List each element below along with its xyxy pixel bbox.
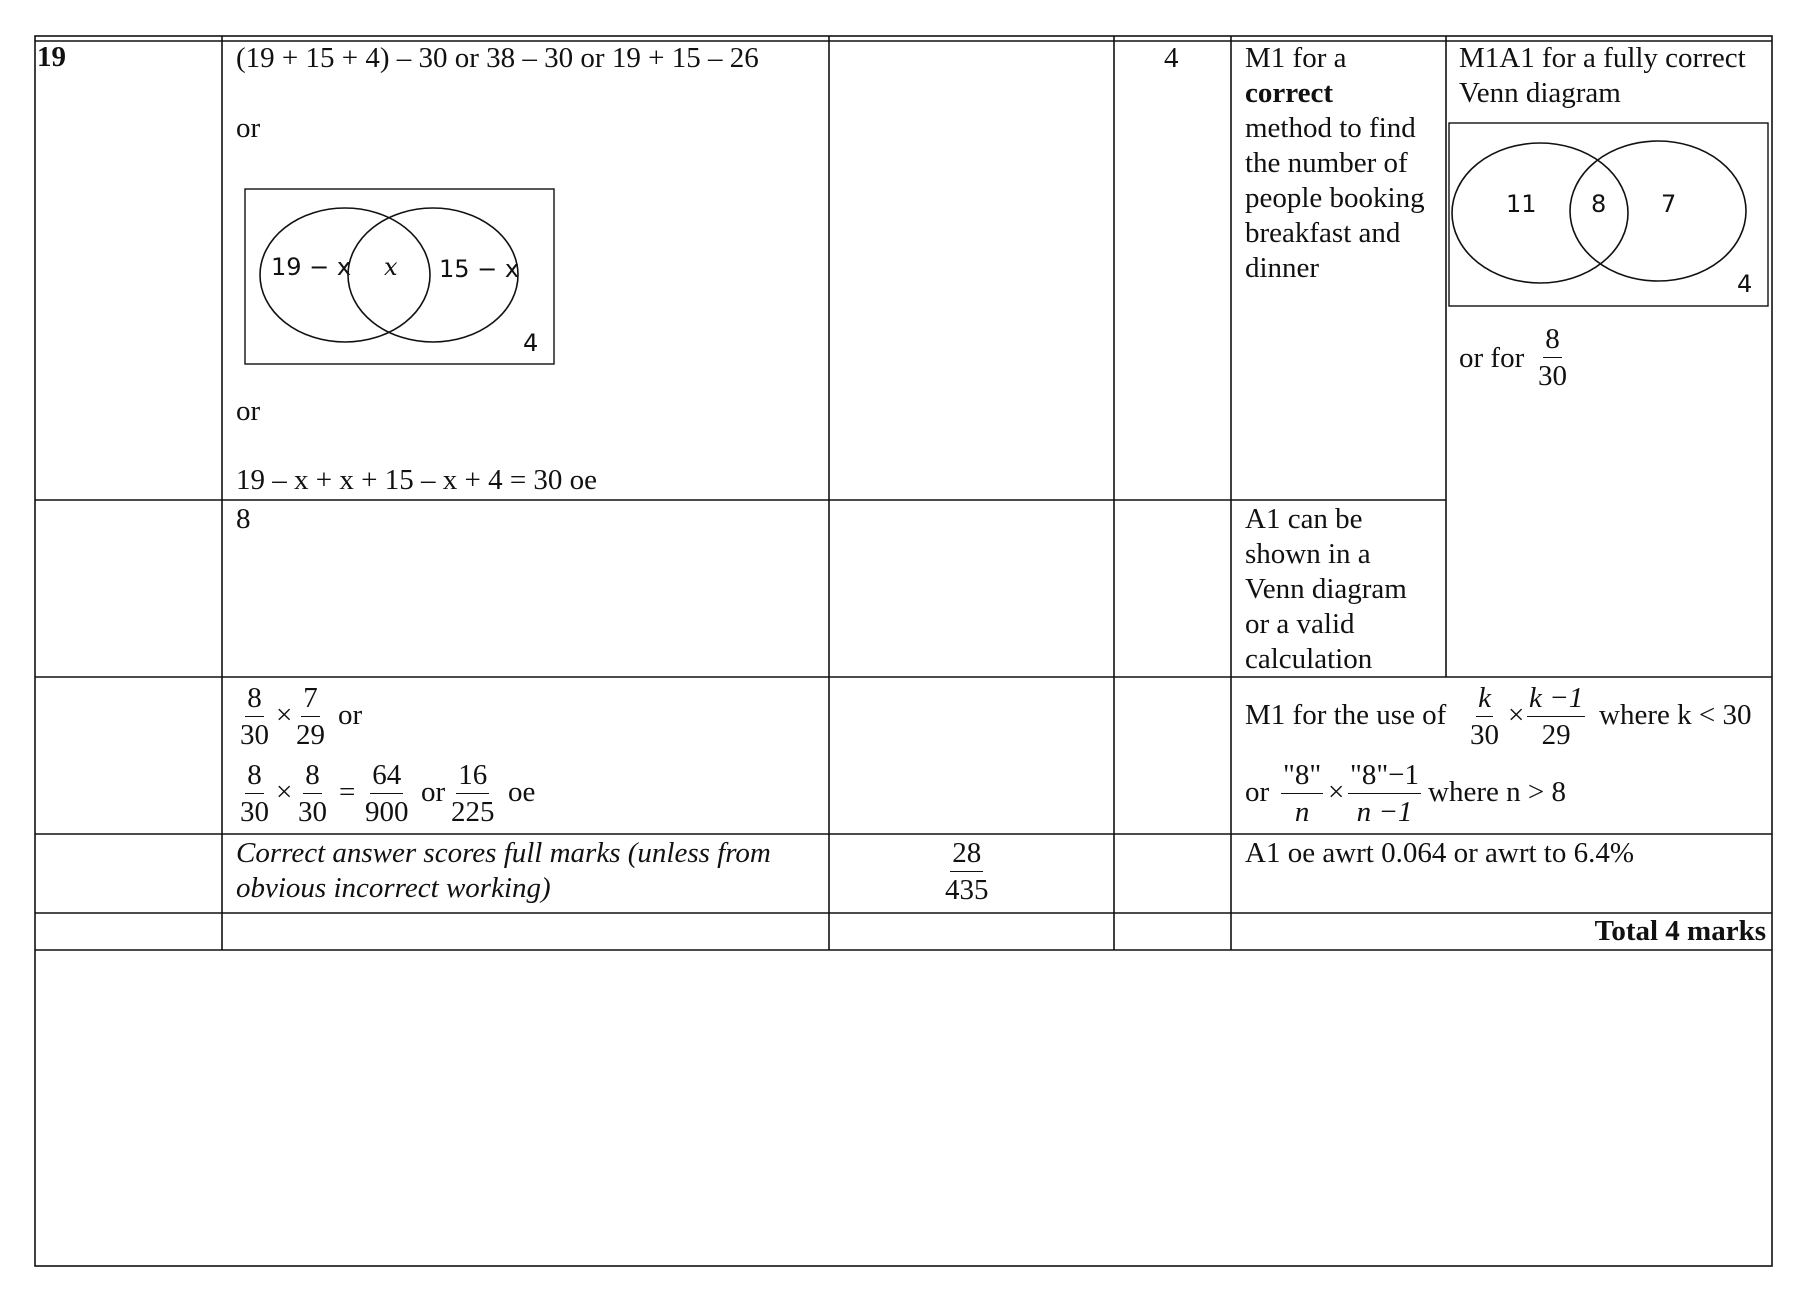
a1-note: A1 can be shown in a Venn diagram or a valid calculation: [1245, 503, 1407, 675]
fraction-16-225: $\frac{16}{225}$: [451, 759, 495, 828]
fraction-8-1-over-n-1: $\frac{"8"-1}{n -1}$: [1350, 759, 1420, 828]
fraction-8-30-a: $\frac{8}{30}$: [240, 682, 269, 751]
venn-right-region-a: 11: [1506, 190, 1537, 218]
times-sign-2: ×: [276, 776, 293, 808]
m1-use-of: M1 for the use of: [1245, 699, 1447, 731]
total-marks: Total 4 marks: [1594, 915, 1766, 947]
equals-sign: =: [339, 776, 356, 808]
fraction-8-over-n: $\frac{"8"}{n}$: [1283, 759, 1322, 828]
venn-left-region-b: x: [384, 253, 398, 281]
venn-right-outside: 4: [1737, 270, 1753, 298]
venn-left-region-a: 19 − x: [271, 253, 352, 281]
fraction-k-1-29: $\frac{k -1}{29}$: [1529, 682, 1584, 751]
venn-right-or-for: or for: [1459, 342, 1525, 374]
full-marks-note: Correct answer scores full marks (unless from obvious incorrect working): [236, 837, 771, 904]
method-or-2: or: [236, 395, 261, 427]
row3-oe: oe: [508, 776, 536, 808]
m1-note: M1 for a correct method to find the number of people booking breakfast and dinner: [1245, 42, 1425, 284]
fraction-8-30-b: $\frac{8}{30}$: [240, 759, 269, 828]
where-k: where k < 30: [1599, 699, 1752, 731]
fraction-64-900: $\frac{64}{900}$: [365, 759, 409, 828]
marks-value: 4: [1164, 42, 1179, 74]
venn-right-title: M1A1 for a fully correct Venn diagram: [1459, 42, 1746, 109]
question-number: 19: [37, 41, 66, 73]
fraction-8-30-c: $\frac{8}{30}$: [298, 759, 327, 828]
fraction-k-30: $\frac{k}{30}$: [1470, 682, 1499, 751]
venn-right-region-b: 8: [1591, 190, 1607, 218]
method-or-1: or: [236, 112, 261, 144]
venn-diagram-left: [244, 188, 556, 366]
times-sign-4: ×: [1328, 776, 1345, 808]
times-sign-3: ×: [1508, 699, 1525, 731]
where-n: where n > 8: [1428, 776, 1566, 808]
venn-right-region-c: 7: [1661, 190, 1677, 218]
fraction-8-over-30: $\frac{8}{30}$: [1538, 323, 1567, 392]
method-equation: 19 – x + x + 15 – x + 4 = 30 oe: [236, 464, 598, 496]
venn-left-region-c: 15 − x: [439, 255, 520, 283]
a1-accuracy-note: A1 oe awrt 0.064 or awrt to 6.4%: [1245, 837, 1634, 869]
times-sign-1: ×: [276, 699, 293, 731]
answer-8: 8: [236, 503, 251, 535]
fraction-7-29: $\frac{7}{29}$: [296, 682, 325, 751]
row3-or-b: or: [421, 776, 446, 808]
venn-left-outside: 4: [523, 329, 539, 357]
row3-or-c: or: [1245, 776, 1270, 808]
row3-or-a: or: [338, 699, 363, 731]
venn-diagram-right: [1448, 122, 1770, 308]
final-answer-28-435: $\frac{28}{435}$: [945, 837, 989, 906]
method-line-1: (19 + 15 + 4) – 30 or 38 – 30 or 19 + 15 – 26: [236, 42, 759, 74]
